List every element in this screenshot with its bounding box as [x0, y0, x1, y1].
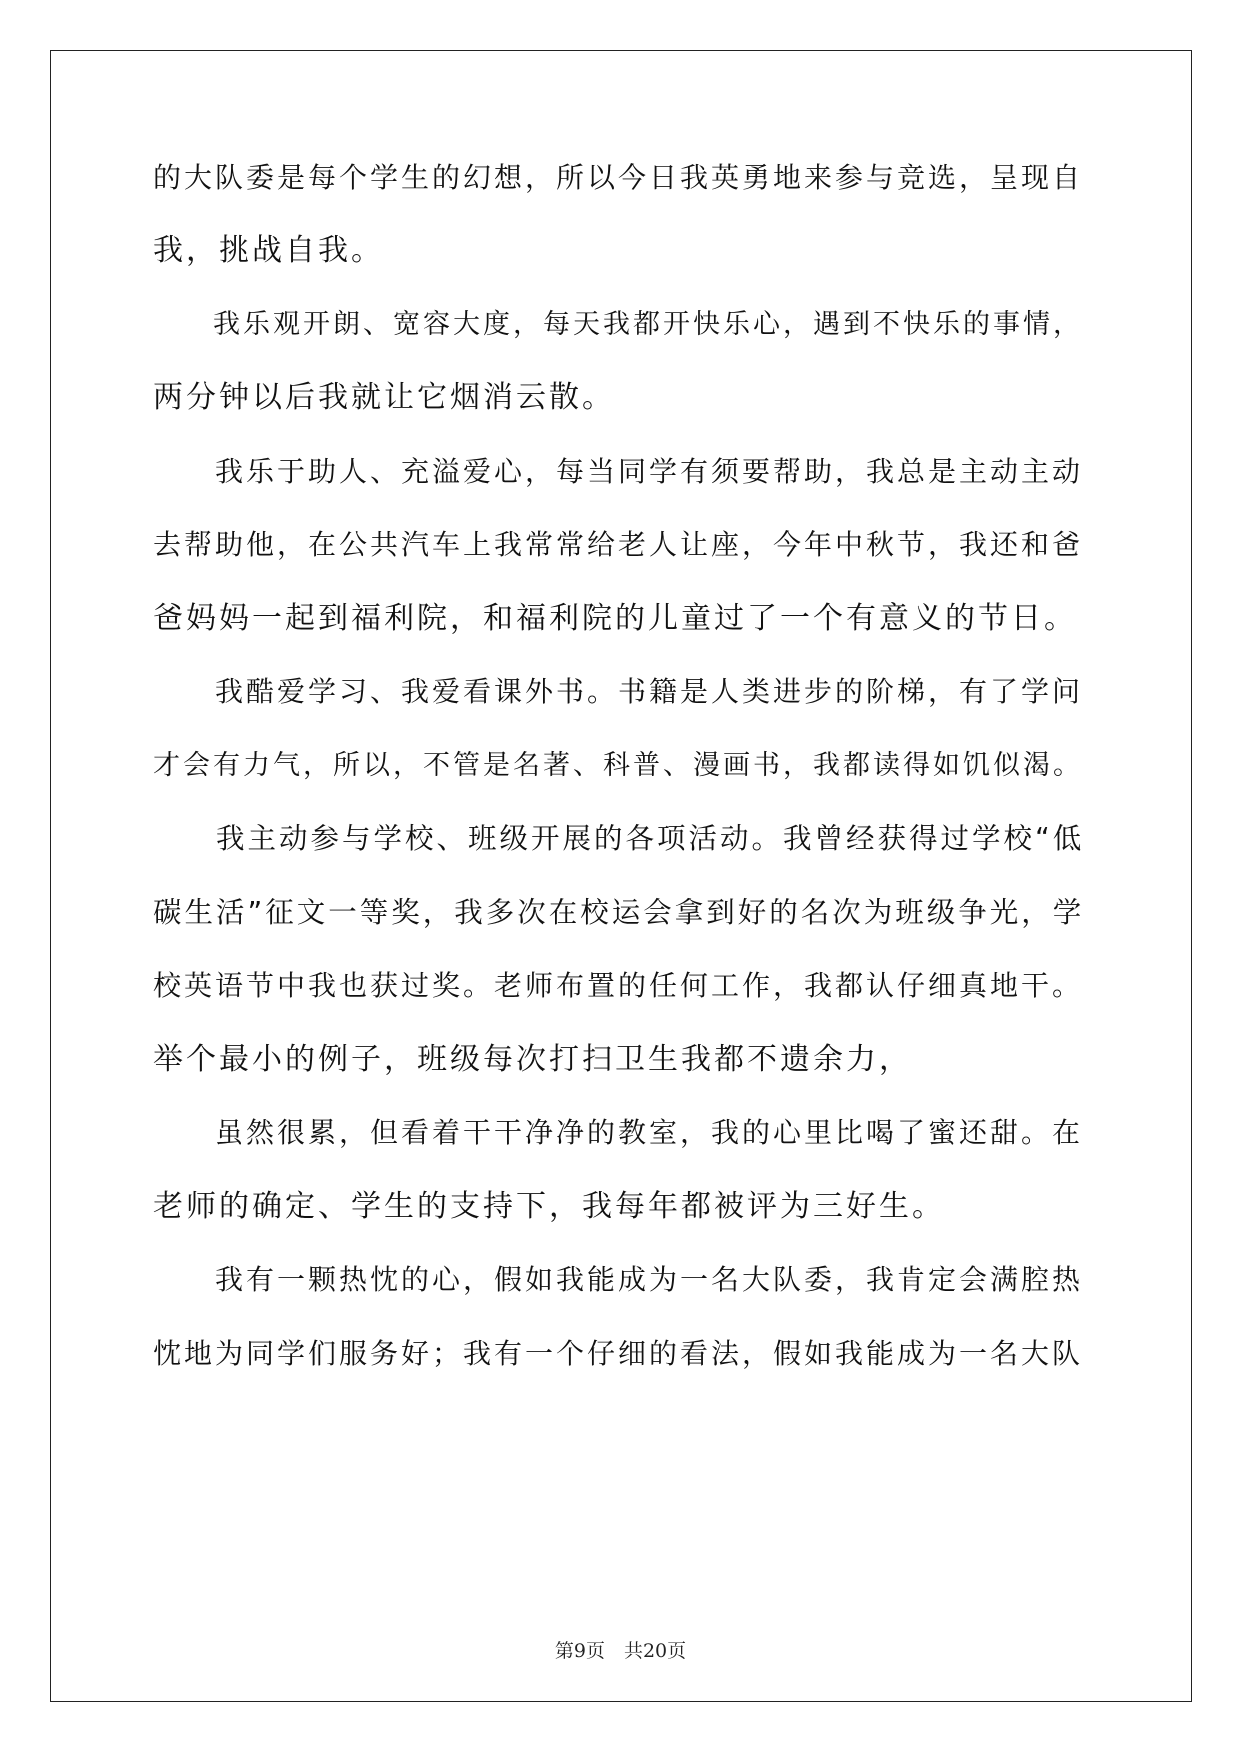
- text-line: 才会有力气，所以，不管是名著、科普、漫画书，我都读得如饥似渴。: [153, 750, 1083, 781]
- text-line: 我，挑战自我。: [153, 233, 384, 268]
- text-line: 两分钟以后我就让它烟消云散。: [153, 380, 615, 415]
- text-line: 我主动参与学校、班级开展的各项活动。我曾经获得过学校“低: [153, 822, 1085, 855]
- text-line: 校英语节中我也获过奖。老师布置的任何工作，我都认仔细真地干。: [153, 969, 1084, 1002]
- text-line: 的大队委是每个学生的幻想，所以今日我英勇地来参与竞选，呈现自: [153, 161, 1084, 194]
- text-line: 去帮助他，在公共汽车上我常常给老人让座，今年中秋节，我还和爸: [153, 528, 1084, 561]
- text-line: 虽然很累，但看着干干净净的教室，我的心里比喝了蜜还甜。在: [153, 1116, 1084, 1149]
- text-line: 碳生活”征文一等奖，我多次在校运会拿到好的名次为班级争光，学: [153, 896, 1085, 929]
- text-line: 我乐于助人、充溢爱心，每当同学有须要帮助，我总是主动主动: [153, 455, 1084, 488]
- page-footer: [0, 1636, 1241, 1663]
- text-line: 忱地为同学们服务好；我有一个仔细的看法，假如我能成为一名大队: [153, 1337, 1084, 1370]
- text-line: 老师的确定、学生的支持下，我每年都被评为三好生。: [153, 1189, 945, 1224]
- text-line: 举个最小的例子，班级每次打扫卫生我都不遗余力，: [153, 1042, 912, 1077]
- text-line: 我乐观开朗、宽容大度，每天我都开快乐心，遇到不快乐的事情，: [153, 309, 1083, 340]
- page-number: 第9页 共20页: [554, 1640, 687, 1662]
- text-line: 爸妈妈一起到福利院，和福利院的儿童过了一个有意义的节日。: [153, 601, 1077, 636]
- page-border: [50, 50, 1192, 1702]
- text-line: 我酷爱学习、我爱看课外书。书籍是人类进步的阶梯，有了学问: [153, 675, 1084, 708]
- text-line: 我有一颗热忱的心，假如我能成为一名大队委，我肯定会满腔热: [153, 1263, 1084, 1296]
